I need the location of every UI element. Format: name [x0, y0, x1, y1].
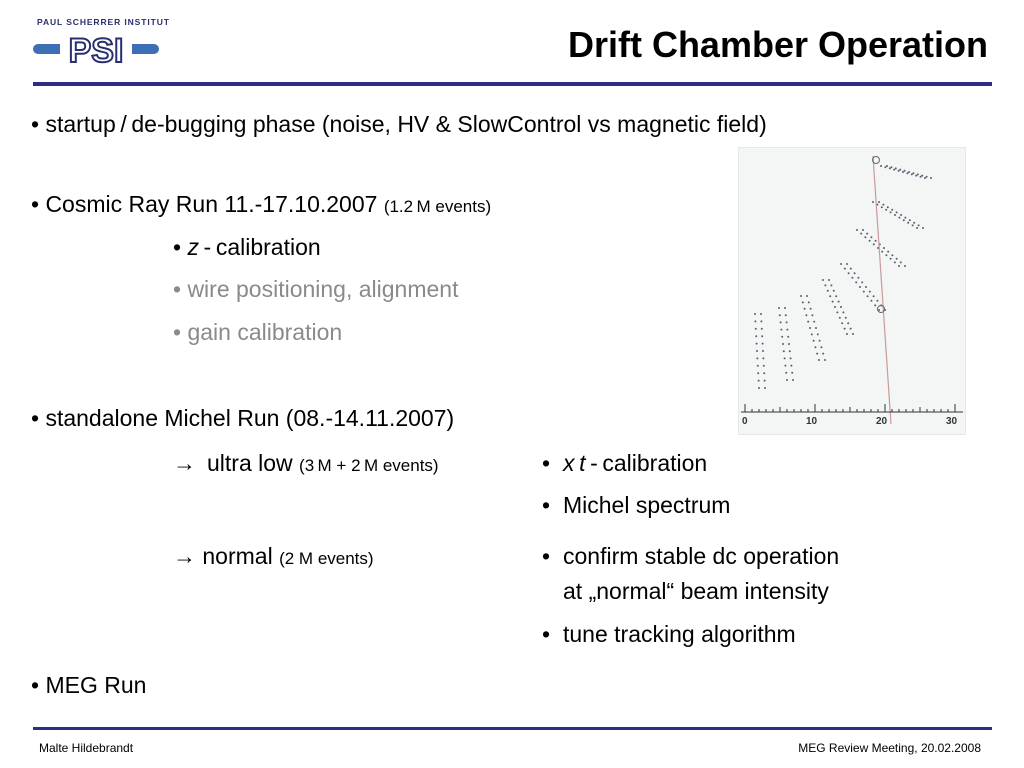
wire-hit — [886, 165, 888, 167]
wire-hit — [883, 247, 885, 249]
wire-hit — [857, 277, 859, 279]
wire-hit — [922, 227, 924, 229]
wire-hit — [891, 209, 893, 211]
wire-hit — [878, 201, 880, 203]
cosmic-run-text: • Cosmic Ray Run 11.-17.10.2007 — [31, 191, 384, 217]
wire-hit — [822, 353, 824, 355]
wire-hit — [917, 173, 919, 175]
wire-hit — [870, 300, 872, 302]
wire-hit — [835, 295, 837, 297]
wire-hit — [930, 177, 932, 179]
wire-hit — [850, 268, 852, 270]
wire-hit — [906, 172, 908, 174]
axis-tick-label: 10 — [806, 416, 818, 427]
wire-hit — [758, 387, 760, 389]
wire-hit — [790, 365, 792, 367]
wire-hit — [847, 322, 849, 324]
cosmic-run-events: (1.2 M events) — [383, 197, 492, 216]
wire-hit — [900, 214, 902, 216]
page-title: Drift Chamber Operation — [567, 24, 988, 65]
wire-hit — [758, 380, 760, 382]
wire-hit — [904, 170, 906, 172]
wire-hit — [800, 295, 802, 297]
xt-italic: x t — [563, 450, 586, 476]
wire-hit — [851, 277, 853, 279]
wire-hit — [846, 263, 848, 265]
right-bullet-xt-marker: • — [542, 450, 551, 476]
wire-hit — [841, 322, 843, 324]
axis-tick-label: 20 — [876, 416, 888, 427]
wire-hit — [850, 328, 852, 330]
xt-calibration-text: - calibration — [585, 450, 708, 476]
wire-hit — [791, 372, 793, 374]
right-bullet-xt-calibration — [563, 450, 707, 477]
wire-hit — [784, 365, 786, 367]
wire-hit — [913, 222, 915, 224]
wire-hit — [824, 359, 826, 361]
wire-hit — [830, 284, 832, 286]
wire-hit — [810, 308, 812, 310]
ultra-low-line — [173, 450, 439, 477]
wire-hit — [845, 317, 847, 319]
wire-hit — [891, 254, 893, 256]
wire-hit — [790, 357, 792, 359]
wire-hit — [907, 222, 909, 224]
right-bullet-tracking-marker: • — [542, 621, 551, 647]
wire-hit — [804, 308, 806, 310]
wire-hit — [808, 301, 810, 303]
wire-hit — [920, 176, 922, 178]
wire-hit — [762, 350, 764, 352]
wire-hit — [756, 343, 758, 345]
wire-hit — [855, 281, 857, 283]
wire-hit — [882, 204, 884, 206]
wire-hit — [762, 343, 764, 345]
wire-hit — [860, 233, 862, 235]
wire-hit — [900, 261, 902, 263]
wire-hit — [885, 209, 887, 211]
wire-hit — [802, 301, 804, 303]
wire-hit — [811, 333, 813, 335]
wire-hit — [827, 290, 829, 292]
footer-author: Malte Hildebrandt — [39, 741, 134, 755]
wire-hit — [807, 321, 809, 323]
z-calibration-text: - calibration — [198, 234, 321, 260]
wire-hit — [754, 320, 756, 322]
wire-hit — [833, 290, 835, 292]
wire-hit — [873, 243, 875, 245]
wire-hit — [784, 307, 786, 309]
z-calibration-bullet: • — [173, 234, 188, 260]
wire-hit — [806, 295, 808, 297]
wire-hit — [908, 171, 910, 173]
wire-hit — [762, 357, 764, 359]
wire-hit — [829, 295, 831, 297]
wire-hit — [875, 240, 877, 242]
event-display-svg — [739, 148, 965, 434]
wire-hit — [813, 340, 815, 342]
right-bullet-confirm-line2: at „normal“ beam intensity — [563, 578, 829, 604]
wire-hit — [755, 335, 757, 337]
wire-hit — [786, 321, 788, 323]
wire-hit — [763, 372, 765, 374]
wire-hit — [785, 372, 787, 374]
wire-hit — [909, 219, 911, 221]
wire-hit — [893, 169, 895, 171]
wire-hit — [898, 170, 900, 172]
wire-hit — [881, 251, 883, 253]
right-bullet-tracking: tune tracking algorithm — [563, 621, 796, 647]
wire-hit — [820, 346, 822, 348]
wire-hit — [896, 211, 898, 213]
wire-hit — [852, 333, 854, 335]
wire-hit — [895, 167, 897, 169]
wire-hit — [866, 233, 868, 235]
wire-hit — [787, 336, 789, 338]
wire-hit — [921, 175, 923, 177]
wire-hit — [924, 177, 926, 179]
wire-hit — [864, 236, 866, 238]
ultra-low-text: → ultra low — [173, 450, 300, 476]
wire-hit — [842, 311, 844, 313]
z-calibration-italic: z — [187, 234, 199, 260]
wire-hit — [785, 314, 787, 316]
right-bullet-michel-spectrum: Michel spectrum — [563, 492, 731, 518]
wire-hit — [881, 206, 883, 208]
wire-hit — [911, 173, 913, 175]
wire-hit — [818, 359, 820, 361]
footer-meeting: MEG Review Meeting, 20.02.2008 — [798, 741, 981, 755]
wire-hit — [815, 327, 817, 329]
wire-hit — [915, 175, 917, 177]
ultra-low-events: (3 M + 2 M events) — [299, 456, 439, 475]
wire-hit — [756, 357, 758, 359]
sub-bullet-wire-positioning: • wire positioning, alignment — [173, 276, 459, 302]
wire-hit — [916, 227, 918, 229]
wire-hit — [918, 224, 920, 226]
wire-hit — [856, 229, 858, 231]
axis-tick-label: 30 — [946, 416, 958, 427]
wire-hit — [887, 251, 889, 253]
wire-hit — [814, 346, 816, 348]
wire-hit — [817, 333, 819, 335]
wire-hit — [862, 229, 864, 231]
normal-line — [173, 543, 374, 570]
wire-hit — [885, 254, 887, 256]
wire-hit — [899, 169, 901, 171]
wire-hit — [782, 343, 784, 345]
psi-logo — [33, 29, 159, 69]
footer-divider — [33, 727, 992, 730]
wire-hit — [755, 328, 757, 330]
wire-hit — [828, 279, 830, 281]
wire-hit — [898, 217, 900, 219]
wire-hit — [834, 306, 836, 308]
psi-logo-text: PSI — [68, 32, 124, 69]
wire-hit — [779, 314, 781, 316]
wire-hit — [781, 336, 783, 338]
bullet-michel-run: • standalone Michel Run (08.-14.11.2007) — [31, 405, 455, 431]
institute-name: PAUL SCHERRER INSTITUT — [37, 17, 170, 27]
wire-hit — [757, 372, 759, 374]
right-bullet-michel-marker: • — [542, 492, 551, 518]
cosmic-event-display — [738, 147, 966, 435]
sub-bullet-gain-calibration: • gain calibration — [173, 319, 343, 345]
wire-hit — [876, 300, 878, 302]
wire-hit — [756, 350, 758, 352]
wire-hit — [902, 171, 904, 173]
wire-hit — [863, 291, 865, 293]
wire-hit — [890, 258, 892, 260]
wire-hit — [839, 317, 841, 319]
normal-text: → normal — [173, 543, 280, 569]
wire-hit — [819, 340, 821, 342]
wire-hit — [763, 365, 765, 367]
wire-hit — [880, 165, 882, 167]
wire-hit — [783, 350, 785, 352]
normal-events: (2 M events) — [279, 549, 374, 568]
wire-hit — [784, 357, 786, 359]
wire-hit — [912, 172, 914, 174]
wire-hit — [873, 295, 875, 297]
wire-hit — [903, 219, 905, 221]
wire-hit — [869, 240, 871, 242]
wire-hit — [887, 206, 889, 208]
wire-hit — [912, 224, 914, 226]
wire-hit — [859, 286, 861, 288]
wire-hit — [805, 314, 807, 316]
wire-hit — [813, 321, 815, 323]
wire-hit — [898, 265, 900, 267]
wire-hit — [760, 320, 762, 322]
wire-hit — [764, 380, 766, 382]
wire-hit — [926, 176, 928, 178]
wire-hit — [754, 313, 756, 315]
wire-hit — [789, 350, 791, 352]
bullet-cosmic-run — [31, 191, 491, 218]
bullet-startup: • startup / de-bugging phase (noise, HV & SlowControl vs magnetic field) — [31, 111, 767, 137]
wire-hit — [838, 301, 840, 303]
wire-hit — [809, 327, 811, 329]
right-bullet-confirm-line1: confirm stable dc operation — [563, 543, 840, 569]
wire-hit — [811, 314, 813, 316]
wire-hit — [904, 265, 906, 267]
wire-hit — [844, 268, 846, 270]
wire-hit — [872, 201, 874, 203]
wire-hit — [904, 217, 906, 219]
wire-hit — [780, 329, 782, 331]
wire-hit — [786, 379, 788, 381]
wire-hit — [884, 166, 886, 168]
wire-hit — [816, 353, 818, 355]
wire-hit — [840, 263, 842, 265]
wire-hit — [840, 306, 842, 308]
bullet-meg-run: • MEG Run — [31, 672, 147, 698]
wire-hit — [896, 258, 898, 260]
wire-hit — [894, 214, 896, 216]
wire-hit — [780, 321, 782, 323]
wire-hit — [854, 272, 856, 274]
wire-hit — [874, 304, 876, 306]
wire-hit — [761, 335, 763, 337]
wire-hit — [870, 236, 872, 238]
wire-hit — [844, 328, 846, 330]
wire-hit — [890, 166, 892, 168]
wire-hit — [865, 286, 867, 288]
wire-hit — [792, 379, 794, 381]
wire-hit — [824, 284, 826, 286]
wire-hit — [869, 291, 871, 293]
wire-hit — [757, 365, 759, 367]
wire-hit — [760, 313, 762, 315]
wire-hit — [836, 311, 838, 313]
wire-hit — [786, 329, 788, 331]
track-line — [873, 156, 891, 424]
wire-hit — [861, 281, 863, 283]
wire-hit — [764, 387, 766, 389]
wire-hit — [778, 307, 780, 309]
axis-tick-label: 0 — [742, 416, 748, 427]
wire-hit — [832, 301, 834, 303]
wire-hit — [867, 295, 869, 297]
header-divider — [33, 82, 992, 86]
wire-hit — [889, 167, 891, 169]
right-bullet-confirm-marker: • — [542, 543, 551, 569]
wire-hit — [788, 343, 790, 345]
sub-bullet-z-calibration — [173, 234, 321, 261]
wire-hit — [761, 328, 763, 330]
wire-hit — [848, 272, 850, 274]
wire-hit — [846, 333, 848, 335]
wire-hit — [894, 261, 896, 263]
wire-hit — [890, 211, 892, 213]
wire-hit — [822, 279, 824, 281]
